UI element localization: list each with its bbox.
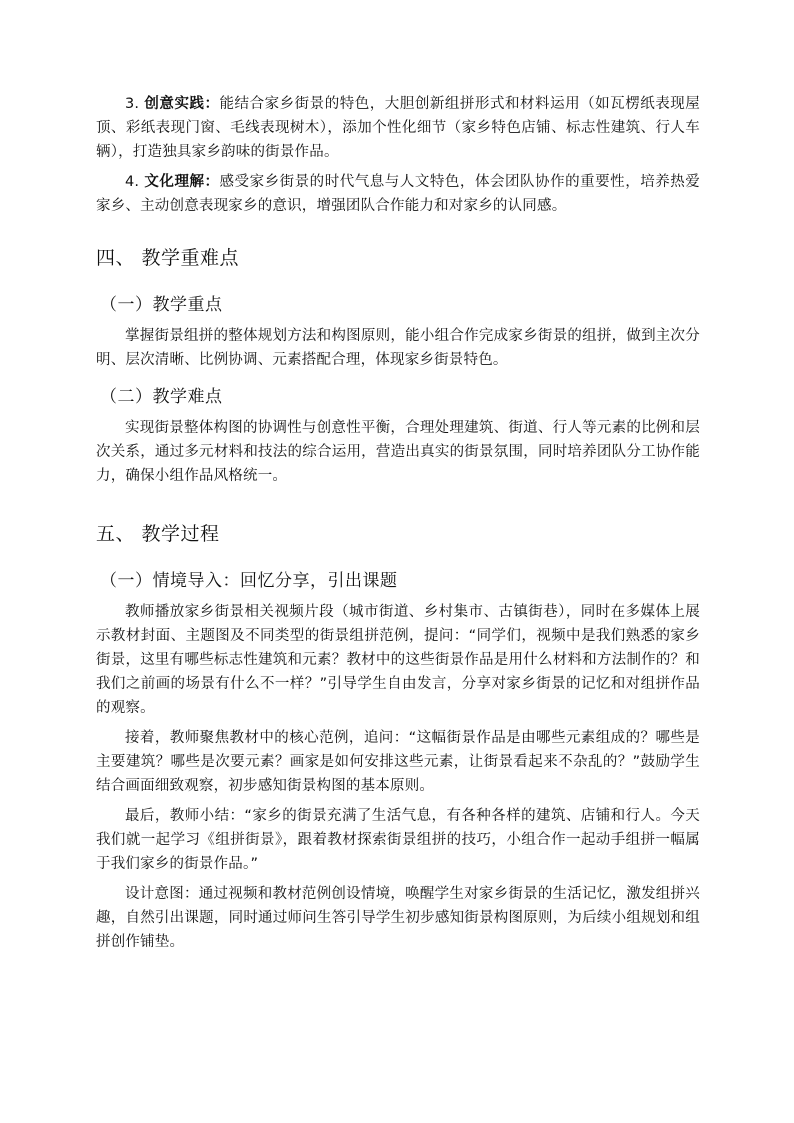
objective-4	[96, 170, 700, 218]
step-1-paragraph: 接着，教师聚焦教材中的核心范例，追问：“这幅街景作品是由哪些元素组成的？哪些是主要建筑？哪些是次要元素？画家是如何安排这些元素，让街景看起来不杂乱的？”鼓励学生结合画面细致观察，初步感知街景构图的基本原则。	[96, 730, 700, 794]
objective-3-number: 3.	[125, 96, 140, 112]
objective-4-number: 4.	[125, 174, 140, 190]
step-1-paragraph: 最后，教师小结：“家乡的街景充满了生活气息，有各种各样的建筑、店铺和行人。今天我们就一起学习《组拼街景》，跟着教材探索街景组拼的技巧，小组合作一起动手组拼一幅属于我们家乡的街景作品。”	[96, 808, 700, 872]
section-4-heading: 四、 教学重难点	[96, 247, 240, 269]
step-1-heading: （一）情境导入：回忆分享，引出课题	[100, 571, 398, 591]
difficult-points-heading: （二）教学难点	[100, 387, 223, 407]
difficult-points-text: 实现街景整体构图的协调性与创意性平衡，合理处理建筑、街道、行人等元素的比例和层次关系，通过多元材料和技法的综合运用，营造出真实的街景氛围，同时培养团队分工协作能力，确保小组作品风格统一。	[96, 420, 700, 484]
objective-4-lead: 文化理解：	[144, 174, 220, 190]
key-points-text: 掌握街景组拼的整体规划方法和构图原则，能小组合作完成家乡街景的组拼，做到主次分明、层次清晰、比例协调、元素搭配合理，体现家乡街景特色。	[96, 328, 700, 368]
section-5-heading: 五、 教学过程	[96, 523, 220, 545]
key-points-heading: （一）教学重点	[100, 295, 223, 315]
objective-3-text: 能结合家乡街景的特色，大胆创新组拼形式和材料运用（如瓦楞纸表现屋顶、彩纸表现门窗、毛线表现树木），添加个性化细节（家乡特色店铺、标志性建筑、行人车辆），打造独具家乡韵味的街景作品。	[96, 96, 701, 160]
design-intent-paragraph: 设计意图：通过视频和教材范例创设情境，唤醒学生对家乡街景的生活记忆，激发组拼兴趣，自然引出课题，同时通过师问生答引导学生初步感知街景构图原则，为后续小组规划和组拼创作铺垫。	[96, 886, 700, 950]
objective-4-text: 感受家乡街景的时代气息与人文特色，体会团队协作的重要性，培养热爱家乡、主动创意表现家乡的意识，增强团队合作能力和对家乡的认同感。	[96, 174, 701, 214]
objective-3	[96, 92, 700, 164]
page-content	[96, 92, 700, 960]
objective-3-lead: 创意实践：	[144, 96, 220, 112]
step-1-paragraph: 教师播放家乡街景相关视频片段（城市街道、乡村集市、古镇街巷），同时在多媒体上展示教材封面、主题图及不同类型的街景组拼范例，提问：“同学们，视频中是我们熟悉的家乡街景，这里有哪些标志性建筑和元素？教材中的这些街景作品是用什么材料和方法制作的？和我们之前画的场景有什么不一样？”引导学生自由发言，分享对家乡街景的记忆和对组拼作品的观察。	[96, 604, 700, 716]
